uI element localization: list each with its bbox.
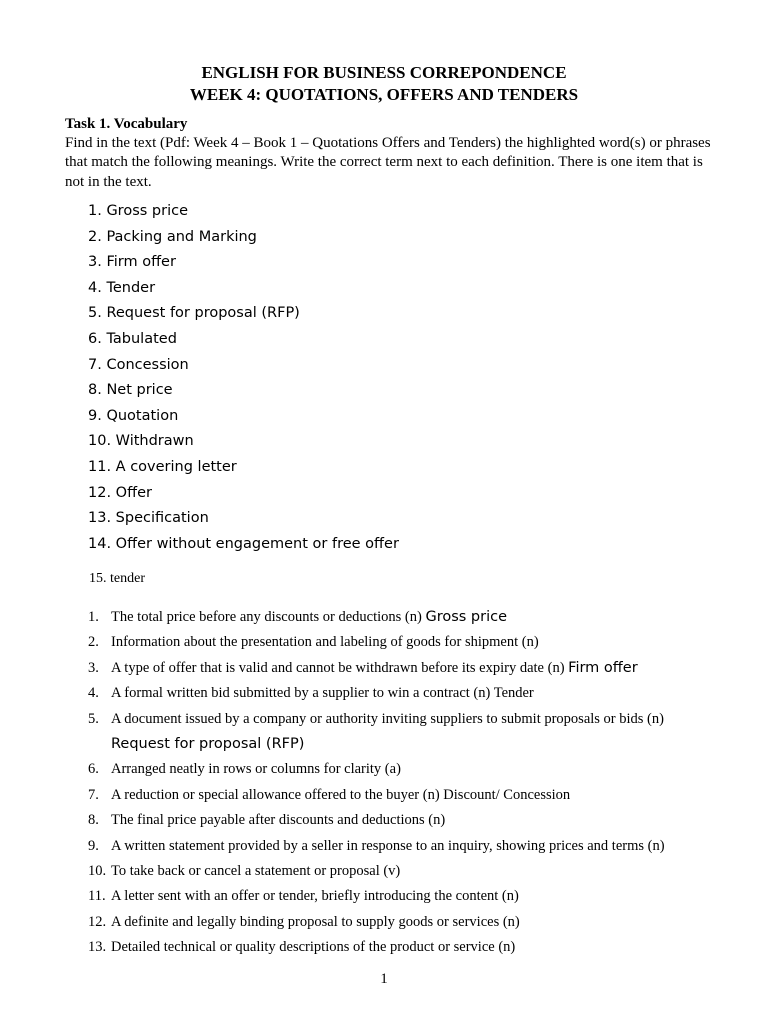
- definition-item: [88, 707, 728, 758]
- definition-item: [88, 808, 728, 833]
- definition-number: 10.: [88, 863, 107, 880]
- answer-item: 1. Gross price: [88, 203, 188, 219]
- definition-item: [88, 859, 728, 884]
- answer-item: 5. Request for proposal (RFP): [88, 305, 300, 322]
- extra-answer-item: 15. tender: [89, 571, 145, 586]
- page-number: 1: [380, 971, 388, 987]
- definition-answer: Gross price: [425, 609, 508, 625]
- definition-item: [88, 681, 728, 706]
- definition-item: [88, 910, 728, 935]
- definition-answer: Tender: [493, 685, 534, 702]
- definition-text: A type of offer that is valid and cannot be withdrawn before its expiry date (n): [111, 659, 565, 676]
- task-heading: Task 1. Vocabulary: [65, 116, 188, 132]
- definition-item: [88, 630, 728, 655]
- definition-text: A letter sent with an offer or tender, briefly introducing the content (n): [111, 888, 519, 905]
- definition-number: 13.: [88, 939, 107, 956]
- definition-number: 3.: [88, 659, 99, 676]
- definition-text: A written statement provided by a seller in response to an inquiry, showing prices and terms (n): [111, 837, 665, 854]
- document-title: ENGLISH FOR BUSINESS CORREPONDENCE: [201, 63, 567, 82]
- answer-item: 12. Offer: [88, 484, 152, 501]
- definition-text: A reduction or special allowance offered to the buyer (n): [111, 786, 440, 803]
- definition-number: 1.: [88, 609, 99, 625]
- definition-item: [88, 605, 728, 630]
- definition-number: 11.: [88, 888, 106, 905]
- definition-answer: Firm offer: [568, 659, 638, 676]
- answer-list: [88, 201, 399, 559]
- answer-item: 13. Specification: [88, 510, 209, 527]
- answer-item: 9. Quotation: [88, 407, 179, 424]
- definition-text: Detailed technical or quality descriptions of the product or service (n): [111, 939, 516, 956]
- definition-item: [88, 935, 728, 960]
- definition-text: The total price before any discounts or deductions (n): [111, 609, 422, 625]
- definition-number: 12.: [88, 913, 107, 930]
- answer-item: 8. Net price: [88, 382, 173, 399]
- definition-answer: Request for proposal (RFP): [111, 736, 305, 753]
- definition-item: [88, 783, 728, 808]
- definition-text: The final price payable after discounts and deductions (n): [111, 812, 446, 829]
- task-instructions: Find in the text (Pdf: Week 4 – Book 1 – Quotations Offers and Tenders) the highlighted word(s) or phrases that match the following meanings. Write the correct term next to each definition. There is one item that is not in the text.: [65, 135, 711, 190]
- definition-number: 6.: [88, 761, 99, 778]
- definition-list: [88, 605, 728, 961]
- definition-text: A formal written bid submitted by a supplier to win a contract (n): [111, 685, 491, 702]
- definition-number: 2.: [88, 634, 99, 651]
- definition-item: [88, 884, 728, 909]
- answer-item: 3. Firm offer: [88, 254, 176, 271]
- definition-number: 5.: [88, 710, 99, 727]
- definition-number: 9.: [88, 837, 99, 854]
- answer-item: 2. Packing and Marking: [88, 228, 257, 245]
- answer-item: 11. A covering letter: [88, 458, 237, 475]
- definition-text: To take back or cancel a statement or proposal (v): [111, 863, 401, 880]
- definition-text: A definite and legally binding proposal to supply goods or services (n): [111, 913, 520, 930]
- definition-item: [88, 757, 728, 782]
- definition-item: [88, 834, 728, 859]
- answer-item: 6. Tabulated: [88, 330, 177, 347]
- answer-item: 4. Tender: [88, 279, 156, 296]
- definition-text: Information about the presentation and labeling of goods for shipment (n): [111, 634, 539, 651]
- definition-item: [88, 656, 728, 681]
- definition-text: A document issued by a company or authority inviting suppliers to submit proposals or bids (n): [111, 710, 664, 727]
- answer-item: 10. Withdrawn: [88, 433, 194, 450]
- document-subtitle: WEEK 4: QUOTATIONS, OFFERS AND TENDERS: [189, 85, 579, 104]
- definition-number: 7.: [88, 786, 99, 803]
- definition-answer: Discount/ Concession: [443, 786, 571, 803]
- definition-number: 4.: [88, 685, 99, 702]
- answer-item: 7. Concession: [88, 356, 189, 373]
- answer-item: 14. Offer without engagement or free offer: [88, 535, 399, 552]
- definition-text: Arranged neatly in rows or columns for clarity (a): [111, 761, 401, 778]
- definition-number: 8.: [88, 812, 99, 829]
